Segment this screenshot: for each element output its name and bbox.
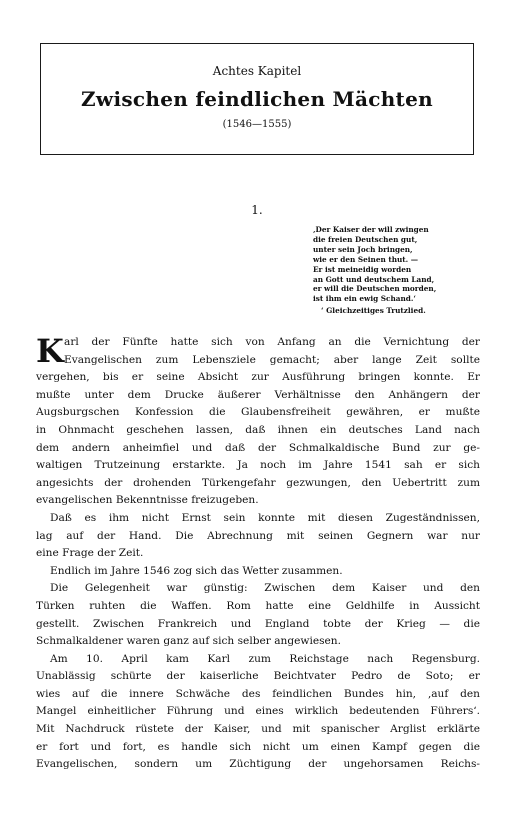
epigraph-line: unter sein Joch bringen, <box>313 244 413 254</box>
body-line: Am 10. April kam Karl zum Reichstage nach Regensburg. <box>50 652 480 665</box>
body-line: arl der Fünfte hatte sich von Anfang an die Vernichtung der <box>64 336 480 348</box>
body-line: Daß es ihm nicht Ernst sein konnte mit diesen Zugeständnissen, <box>50 511 480 524</box>
body-line: mußte unter dem Drucke äußerer Verhältnisse den Anhängern der <box>36 388 480 401</box>
body-text <box>36 334 480 774</box>
body-line: Schmalkaldener waren ganz auf sich selber angewiesen. <box>36 635 341 648</box>
epigraph-line: an Gott und deutschem Land, <box>313 274 435 284</box>
epigraph-line: die freien Deutschen gut, <box>313 234 418 244</box>
chapter-header-box <box>40 43 474 155</box>
body-line: in Ohnmacht geschehen lassen, daß ihnen ein deutsches Land nach <box>36 423 480 436</box>
epigraph-line: Er ist meineidig worden <box>313 264 412 274</box>
body-line: evangelischen Bekenntnisse freizugeben. <box>36 494 259 507</box>
chapter-label: Achtes Kapitel <box>212 64 302 78</box>
epigraph <box>313 225 503 316</box>
body-line: vergehen, bis er seine Absicht zur Ausführung bringen konnte. Er <box>36 371 480 384</box>
body-line: Evangelischen, sondern um Züchtigung der ungehorsamen Reichs- <box>36 758 480 771</box>
epigraph-line: er will die Deutschen morden, <box>313 284 437 294</box>
body-line: Mit Nachdruck rüstete der Kaiser, und mit spanischer Arglist erklärte <box>36 723 480 736</box>
epigraph-line: ist ihm ein ewig Schand.‘ <box>313 294 416 304</box>
body-line: lag auf der Hand. Die Abrechnung mit seinen Gegnern war nur <box>36 529 480 542</box>
chapter-years: (1546—1555) <box>222 119 292 130</box>
epigraph-source: ‘ Gleichzeitiges Trutzlied. <box>321 306 426 316</box>
body-line: Mangel einheitlicher Führung und eines wirklich bedeutenden Führers‘. <box>36 705 480 718</box>
body-line: wies auf die innere Schwäche des feindlichen Bundes hin, ‚auf den <box>36 687 480 700</box>
body-line: Evangelischen zum Lebensziele gemacht; aber lange Zeit sollte <box>64 353 480 366</box>
drop-cap: K <box>36 332 64 370</box>
body-line: Unablässig schürte der kaiserliche Beichtvater Pedro de Soto; er <box>36 670 480 683</box>
body-line: eine Frage der Zeit. <box>36 547 144 560</box>
epigraph-line: ‚Der Kaiser der will zwingen <box>313 225 429 234</box>
chapter-title: Zwischen feindlichen Mächten <box>81 87 433 111</box>
body-line: Augsburgschen Konfession die Glaubensfreiheit gewähren, er mußte <box>36 406 480 419</box>
body-line: dem andern anheimfiel und daß der Schmalkaldische Bund zur ge- <box>36 441 480 454</box>
section-number: 1. <box>251 203 263 217</box>
body-line: Endlich im Jahre 1546 zog sich das Wetter zusammen. <box>50 564 343 577</box>
body-line: er fort und fort, es handle sich nicht um einen Kampf gegen die <box>36 740 480 753</box>
body-line: gestellt. Zwischen Frankreich und England tobte der Krieg — die <box>36 617 480 630</box>
body-line: angesichts der drohenden Türkengefahr gezwungen, den Uebertritt zum <box>36 476 480 489</box>
epigraph-line: wie er den Seinen thut. — <box>313 254 419 264</box>
body-line: Türken ruhten die Waffen. Rom hatte eine Geldhilfe in Aussicht <box>36 599 480 612</box>
body-line: waltigen Trutzeinung erstarkte. Ja noch im Jahre 1541 sah er sich <box>36 459 480 472</box>
body-line: Die Gelegenheit war günstig: Zwischen dem Kaiser und den <box>50 582 480 595</box>
